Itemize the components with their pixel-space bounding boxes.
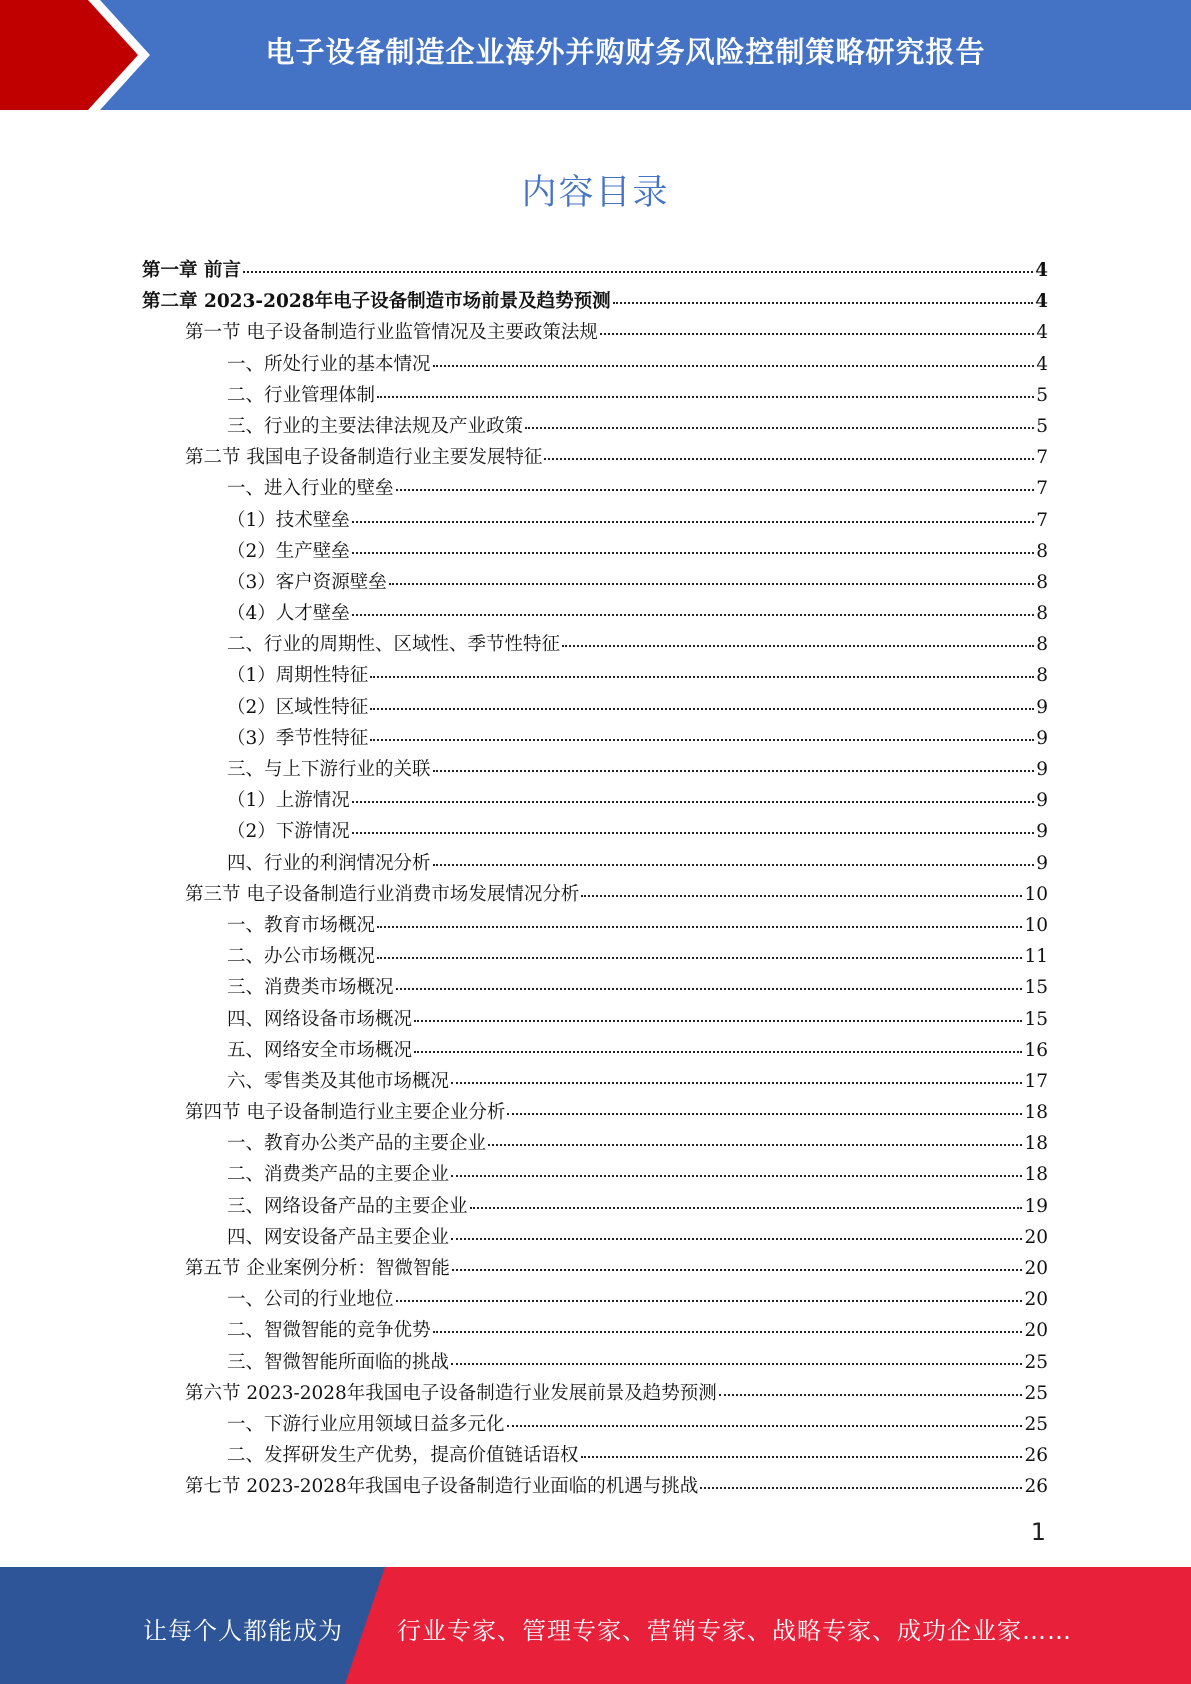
toc-entry[interactable] (142, 1409, 1048, 1440)
toc-dot-leader (581, 1455, 1023, 1458)
toc-entry-page: 9 (1036, 821, 1048, 843)
toc-dot-leader (470, 1206, 1023, 1209)
toc-entry-page: 20 (1024, 1226, 1048, 1248)
toc-entry-page: 18 (1024, 1102, 1048, 1124)
toc-entry[interactable] (142, 879, 1048, 910)
toc-entry-label: 四、网络设备市场概况 (227, 1008, 413, 1030)
table-of-contents (142, 255, 1048, 1503)
toc-entry-label: 二、发挥研发生产优势，提高价值链话语权 (227, 1445, 579, 1467)
toc-dot-leader (352, 551, 1034, 554)
toc-entry-page: 8 (1036, 603, 1048, 625)
toc-dot-leader (451, 1237, 1022, 1240)
toc-entry-page: 25 (1024, 1351, 1048, 1373)
toc-dot-leader (600, 332, 1034, 335)
toc-entry-label: 第四节 电子设备制造行业主要企业分析 (185, 1102, 506, 1124)
toc-entry-page: 15 (1024, 1008, 1048, 1030)
toc-entry-label: 二、行业的周期性、区域性、季节性特征 (227, 634, 561, 656)
toc-entry-page: 20 (1024, 1320, 1048, 1342)
header-bar (0, 0, 1191, 110)
toc-entry-page: 10 (1024, 914, 1048, 936)
toc-entry-label: （3）季节性特征 (227, 727, 369, 749)
toc-entry-page: 20 (1024, 1258, 1048, 1279)
toc-dot-leader (613, 301, 1034, 304)
toc-entry-page: 19 (1024, 1195, 1048, 1217)
toc-entry[interactable] (142, 1347, 1048, 1378)
toc-entry-label: 三、智微智能所面临的挑战 (227, 1351, 450, 1373)
page-number: 1 (1030, 1518, 1046, 1546)
toc-dot-leader (507, 1112, 1022, 1115)
toc-dot-leader (433, 364, 1035, 367)
footer-slogan-left: 让每个人都能成为 (143, 1617, 343, 1645)
toc-heading: 内容目录 (521, 173, 670, 213)
toc-entry[interactable] (142, 723, 1048, 754)
toc-entry-page: 15 (1024, 977, 1048, 999)
toc-dot-leader (433, 863, 1035, 866)
toc-entry-label: 三、与上下游行业的关联 (227, 759, 431, 780)
toc-entry-page: 9 (1036, 759, 1048, 780)
toc-entry[interactable] (142, 1066, 1048, 1097)
toc-dot-leader (389, 582, 1034, 585)
toc-dot-leader (243, 270, 1033, 273)
toc-entry[interactable] (142, 317, 1048, 348)
toc-entry-page: 18 (1024, 1164, 1048, 1186)
toc-entry[interactable] (142, 1378, 1048, 1409)
toc-entry-label: 二、智微智能的竞争优势 (227, 1320, 431, 1342)
toc-entry-label: （2）生产壁垒 (227, 540, 350, 562)
toc-entry-label: 第六节 2023-2028年我国电子设备制造行业发展前景及趋势预测 (185, 1382, 717, 1404)
toc-entry[interactable] (142, 411, 1048, 442)
toc-entry[interactable] (142, 1284, 1048, 1315)
toc-dot-leader (377, 395, 1034, 398)
toc-dot-leader (433, 769, 1035, 772)
toc-entry[interactable] (142, 380, 1048, 411)
toc-entry-label: 第一章 前言 (142, 260, 241, 281)
toc-dot-leader (396, 488, 1035, 491)
toc-entry[interactable] (142, 1128, 1048, 1159)
toc-entry-label: 一、教育市场概况 (227, 914, 376, 936)
toc-entry[interactable] (142, 349, 1048, 380)
toc-entry-label: 二、办公市场概况 (227, 946, 376, 968)
toc-entry-label: 一、教育办公类产品的主要企业 (227, 1133, 487, 1155)
toc-entry-label: （2）下游情况 (227, 821, 350, 843)
toc-entry[interactable] (142, 286, 1048, 317)
toc-entry[interactable] (142, 1159, 1048, 1190)
toc-dot-leader (451, 1362, 1022, 1365)
toc-entry-page: 4 (1036, 322, 1048, 344)
toc-entry-page: 8 (1036, 665, 1048, 687)
toc-entry-label: 第二节 我国电子设备制造行业主要发展特征 (185, 447, 543, 469)
toc-entry-page: 4 (1036, 353, 1048, 375)
toc-entry[interactable] (142, 816, 1048, 847)
toc-entry[interactable] (142, 660, 1048, 691)
toc-entry-label: 六、零售类及其他市场概况 (227, 1070, 450, 1092)
toc-entry-label: 第二章 2023-2028年电子设备制造市场前景及趋势预测 (142, 291, 611, 313)
toc-entry-page: 26 (1024, 1476, 1048, 1498)
toc-entry-page: 5 (1036, 384, 1048, 406)
toc-dot-leader (352, 520, 1034, 523)
toc-entry-page: 16 (1024, 1039, 1048, 1061)
toc-dot-leader (544, 457, 1034, 460)
toc-entry-page: 17 (1024, 1070, 1048, 1092)
toc-entry[interactable] (142, 692, 1048, 723)
toc-entry[interactable] (142, 1440, 1048, 1471)
toc-entry-label: 第三节 电子设备制造行业消费市场发展情况分析 (185, 883, 580, 905)
toc-entry-label: 一、进入行业的壁垒 (227, 478, 394, 500)
toc-entry-page: 7 (1036, 478, 1048, 500)
toc-entry[interactable] (142, 941, 1048, 972)
toc-dot-leader (433, 1330, 1023, 1333)
toc-dot-leader (414, 1019, 1022, 1022)
toc-entry-page: 8 (1036, 634, 1048, 656)
toc-dot-leader (352, 831, 1034, 834)
toc-entry-label: 三、网络设备产品的主要企业 (227, 1195, 468, 1217)
toc-entry-label: 第五节 企业案例分析：智微智能 (185, 1258, 450, 1279)
toc-entry-page: 25 (1024, 1413, 1048, 1435)
toc-entry-page: 4 (1035, 260, 1048, 281)
toc-entry-label: 三、消费类市场概况 (227, 977, 394, 999)
toc-entry-label: 四、网安设备产品主要企业 (227, 1226, 450, 1248)
report-title: 电子设备制造企业海外并购财务风险控制策略研究报告 (265, 35, 986, 69)
toc-entry-label: 二、消费类产品的主要企业 (227, 1164, 450, 1186)
toc-entry-page: 10 (1024, 883, 1048, 905)
toc-entry-page: 4 (1035, 291, 1048, 313)
toc-entry-page: 5 (1036, 415, 1048, 437)
toc-entry-page: 11 (1024, 946, 1048, 968)
toc-entry-label: 二、行业管理体制 (227, 384, 376, 406)
toc-entry[interactable] (142, 1222, 1048, 1253)
toc-dot-leader (488, 1143, 1022, 1146)
toc-entry-page: 26 (1024, 1445, 1048, 1467)
footer-slogan-right: 行业专家、管理专家、营销专家、战略专家、成功企业家…… (397, 1617, 1072, 1645)
toc-dot-leader (370, 738, 1034, 741)
toc-entry[interactable] (142, 536, 1048, 567)
toc-entry-page: 25 (1024, 1382, 1048, 1404)
footer-banner (0, 1567, 1191, 1684)
toc-entry[interactable] (142, 505, 1048, 536)
toc-entry-label: 三、行业的主要法律法规及产业政策 (227, 415, 524, 437)
toc-dot-leader (370, 707, 1034, 710)
toc-entry[interactable] (142, 598, 1048, 629)
toc-dot-leader (507, 1424, 1023, 1427)
toc-entry-page: 9 (1036, 727, 1048, 749)
toc-dot-leader (370, 675, 1034, 678)
toc-entry[interactable] (142, 1191, 1048, 1222)
toc-dot-leader (719, 1393, 1023, 1396)
toc-entry[interactable] (142, 442, 1048, 473)
toc-dot-leader (451, 1081, 1022, 1084)
toc-dot-leader (352, 800, 1034, 803)
toc-entry[interactable] (142, 972, 1048, 1003)
toc-entry-page: 9 (1036, 852, 1048, 874)
toc-entry[interactable] (142, 1097, 1048, 1128)
toc-dot-leader (700, 1486, 1022, 1489)
toc-entry-label: （3）客户资源壁垒 (227, 571, 387, 593)
toc-entry[interactable] (142, 785, 1048, 816)
toc-entry-label: （1）技术壁垒 (227, 509, 350, 531)
toc-entry-label: （1）周期性特征 (227, 665, 369, 687)
toc-entry-page: 18 (1024, 1133, 1048, 1155)
toc-entry[interactable] (142, 567, 1048, 598)
toc-entry-page: 8 (1036, 571, 1048, 593)
toc-dot-leader (581, 894, 1022, 897)
toc-entry-label: 第七节 2023-2028年我国电子设备制造行业面临的机遇与挑战 (185, 1476, 699, 1498)
toc-dot-leader (452, 1268, 1023, 1271)
toc-dot-leader (525, 426, 1034, 429)
toc-entry-label: （2）区域性特征 (227, 696, 369, 718)
toc-entry-page: 9 (1036, 696, 1048, 718)
toc-entry-label: 一、下游行业应用领域日益多元化 (227, 1413, 505, 1435)
toc-dot-leader (562, 644, 1034, 647)
toc-entry[interactable] (142, 629, 1048, 660)
toc-entry[interactable] (142, 255, 1048, 286)
toc-entry[interactable] (142, 1035, 1048, 1066)
toc-entry[interactable] (142, 848, 1048, 879)
toc-dot-leader (451, 1174, 1022, 1177)
toc-entry[interactable] (142, 1315, 1048, 1346)
toc-entry-label: 一、公司的行业地位 (227, 1289, 394, 1311)
toc-dot-leader (396, 987, 1023, 990)
toc-entry-page: 8 (1036, 540, 1048, 562)
toc-entry[interactable] (142, 1253, 1048, 1284)
toc-entry-label: 四、行业的利润情况分析 (227, 852, 431, 874)
toc-entry[interactable] (142, 473, 1048, 504)
toc-dot-leader (377, 956, 1022, 959)
toc-entry[interactable] (142, 1471, 1048, 1502)
toc-entry-page: 9 (1036, 790, 1048, 812)
toc-entry-label: 第一节 电子设备制造行业监管情况及主要政策法规 (185, 322, 598, 344)
toc-entry-label: （1）上游情况 (227, 790, 350, 812)
toc-entry[interactable] (142, 754, 1048, 785)
toc-entry-page: 20 (1024, 1289, 1048, 1311)
toc-entry[interactable] (142, 910, 1048, 941)
toc-entry-label: 一、所处行业的基本情况 (227, 353, 431, 375)
toc-entry-page: 7 (1036, 447, 1048, 469)
toc-entry-page: 7 (1036, 509, 1048, 531)
toc-dot-leader (414, 1050, 1022, 1053)
toc-entry[interactable] (142, 1004, 1048, 1035)
toc-dot-leader (396, 1299, 1023, 1302)
toc-entry-label: （4）人才壁垒 (227, 603, 350, 625)
toc-dot-leader (352, 613, 1034, 616)
toc-entry-label: 五、网络安全市场概况 (227, 1039, 413, 1061)
toc-dot-leader (377, 925, 1022, 928)
